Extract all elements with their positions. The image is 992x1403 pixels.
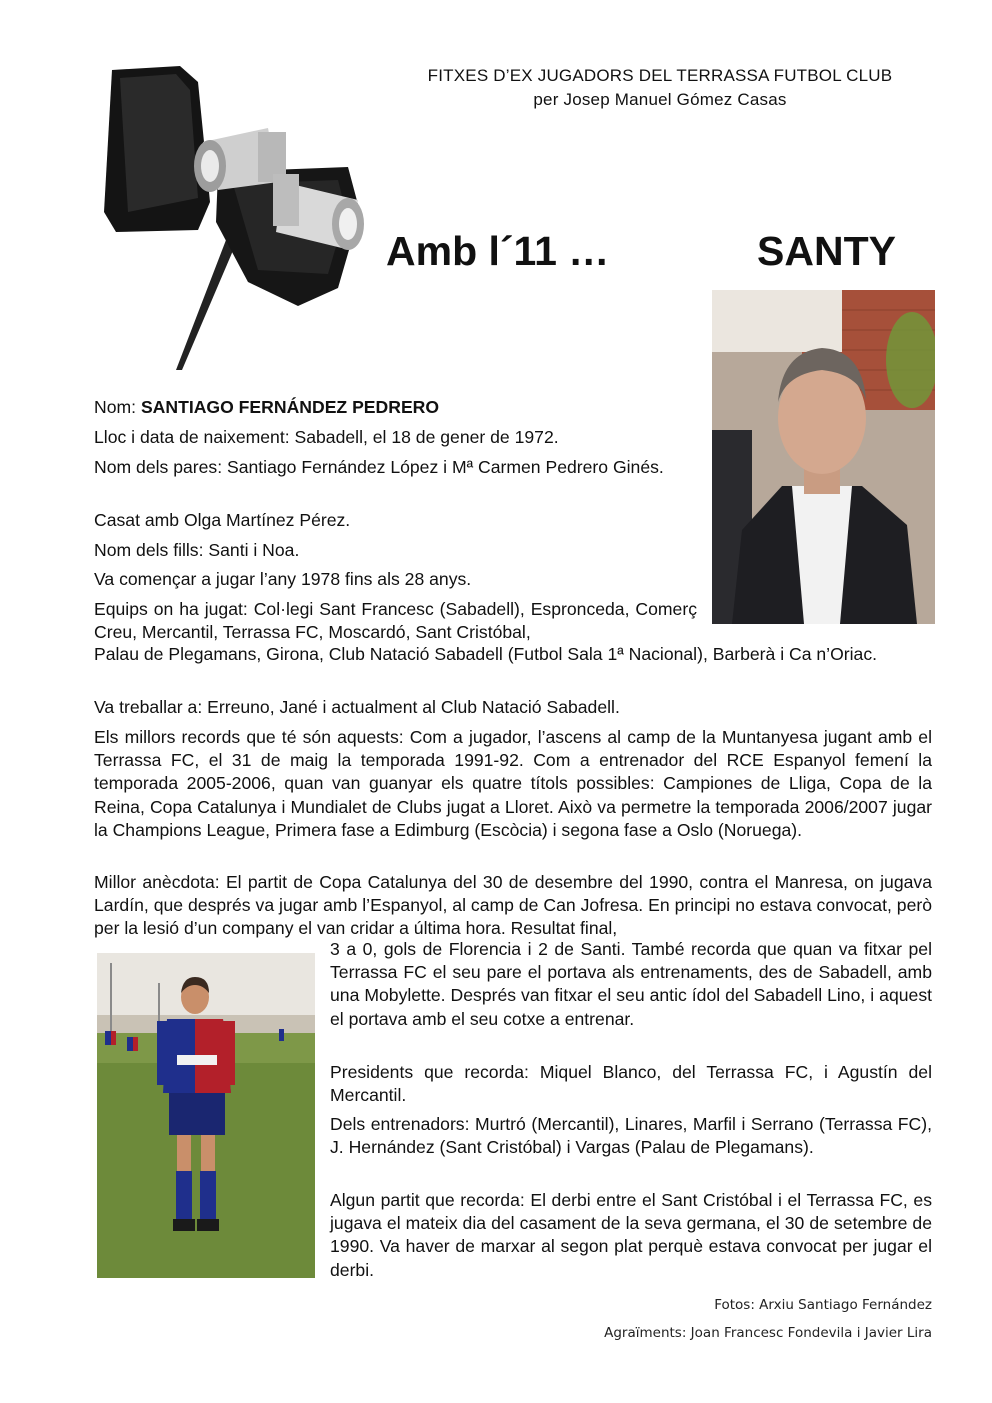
teams-line-a: Equips on ha jugat: Col·legi Sant Francesc (Sabadell), Espronceda, Comerç Creu, Mercantil, Terrassa FC, Moscardó, Sant Cristóbal, (94, 599, 697, 643)
header-line-1: FITXES D’EX JUGADORS DEL TERRASSA FUTBOL CLUB (427, 66, 893, 85)
portrait-photo (712, 290, 935, 624)
coaches-paragraph: Dels entrenadors: Murtró (Mercantil), Linares, Marfil i Serrano (Terrassa FC), J. Hernández (Sant Cristóbal) i Vargas (Palau de Plegamans). (330, 1114, 932, 1158)
anecdote-paragraph-b: 3 a 0, gols de Florencia i 2 de Santi. També recorda que quan va fitxar pel Terrassa FC el seu pare el portava als entrenaments, des de Sabadell, amb una Mobylette. Després van fitxar el seu antic ídol del Sabadell Lino, i aquest el portava amb el seu cotxe a entrenar. (330, 939, 932, 1029)
married-line: Casat amb Olga Martínez Pérez. (94, 510, 351, 530)
birth-line: Lloc i data de naixement: Sabadell, el 18 de gener de 1972. (94, 427, 559, 447)
name-value: SANTIAGO FERNÁNDEZ PEDRERO (140, 397, 440, 417)
children-line: Nom dels fills: Santi i Noa. (94, 540, 300, 560)
young-player-photo (97, 953, 315, 1278)
title-left: Amb l´11 … (386, 228, 610, 274)
presidents-paragraph: Presidents que recorda: Miquel Blanco, del Terrassa FC, i Agustín del Mercantil. (330, 1062, 932, 1106)
loudspeaker-image (98, 62, 373, 372)
worked-line: Va treballar a: Erreuno, Jané i actualment al Club Natació Sabadell. (94, 697, 620, 717)
header-line-2: per Josep Manuel Gómez Casas (533, 90, 787, 109)
title-right: SANTY (757, 228, 896, 274)
teams-line-b: Palau de Plegamans, Girona, Club Natació Sabadell (Futbol Sala 1ª Nacional), Barberà i Ca n’Oriac. (94, 644, 877, 664)
name-label: Nom: (94, 397, 137, 417)
footer-thanks: Agraïments: Joan Francesc Fondevila i Javier Lira (604, 1325, 932, 1341)
parents-line: Nom dels pares: Santiago Fernández López i Mª Carmen Pedrero Ginés. (94, 457, 664, 477)
anecdote-paragraph-a: Millor anècdota: El partit de Copa Catalunya del 30 de desembre del 1990, contra el Manresa, on jugava Lardín, que després va jugar amb l’Espanyol, al camp de Can Jofresa. En principi no estava convocat, però per la lesió d’un company el van cridar a última hora. Resultat final, (94, 872, 932, 939)
started-line: Va començar a jugar l’any 1978 fins als 28 anys. (94, 569, 472, 589)
name-line (94, 396, 704, 419)
match-paragraph: Algun partit que recorda: El derbi entre el Sant Cristóbal i el Terrassa FC, es jugava el mateix dia del casament de la seva germana, el 30 de setembre de 1990. Va haver de marxar al segon plat perquè estava convocat per jugar el derbi. (330, 1190, 932, 1280)
records-paragraph: Els millors records que té són aquests: Com a jugador, l’ascens al camp de la Muntanyesa jugant amb el Terrassa FC, el 31 de maig la temporada 1991-92. Com a entrenador del RCE Espanyol femení la temporada 2005-2006, quan van guanyar els quatre títols possibles: Campiones de Lliga, Copa de la Reina, Copa Catalunya i Mundialet de Clubs jugat a Lloret. Això va permetre la temporada 2006/2007 jugar la Champions League, Primera fase a Edimburg (Escòcia) i segona fase a Oslo (Noruega). (94, 727, 932, 840)
footer-photos-credit: Fotos: Arxiu Santiago Fernández (714, 1297, 932, 1313)
